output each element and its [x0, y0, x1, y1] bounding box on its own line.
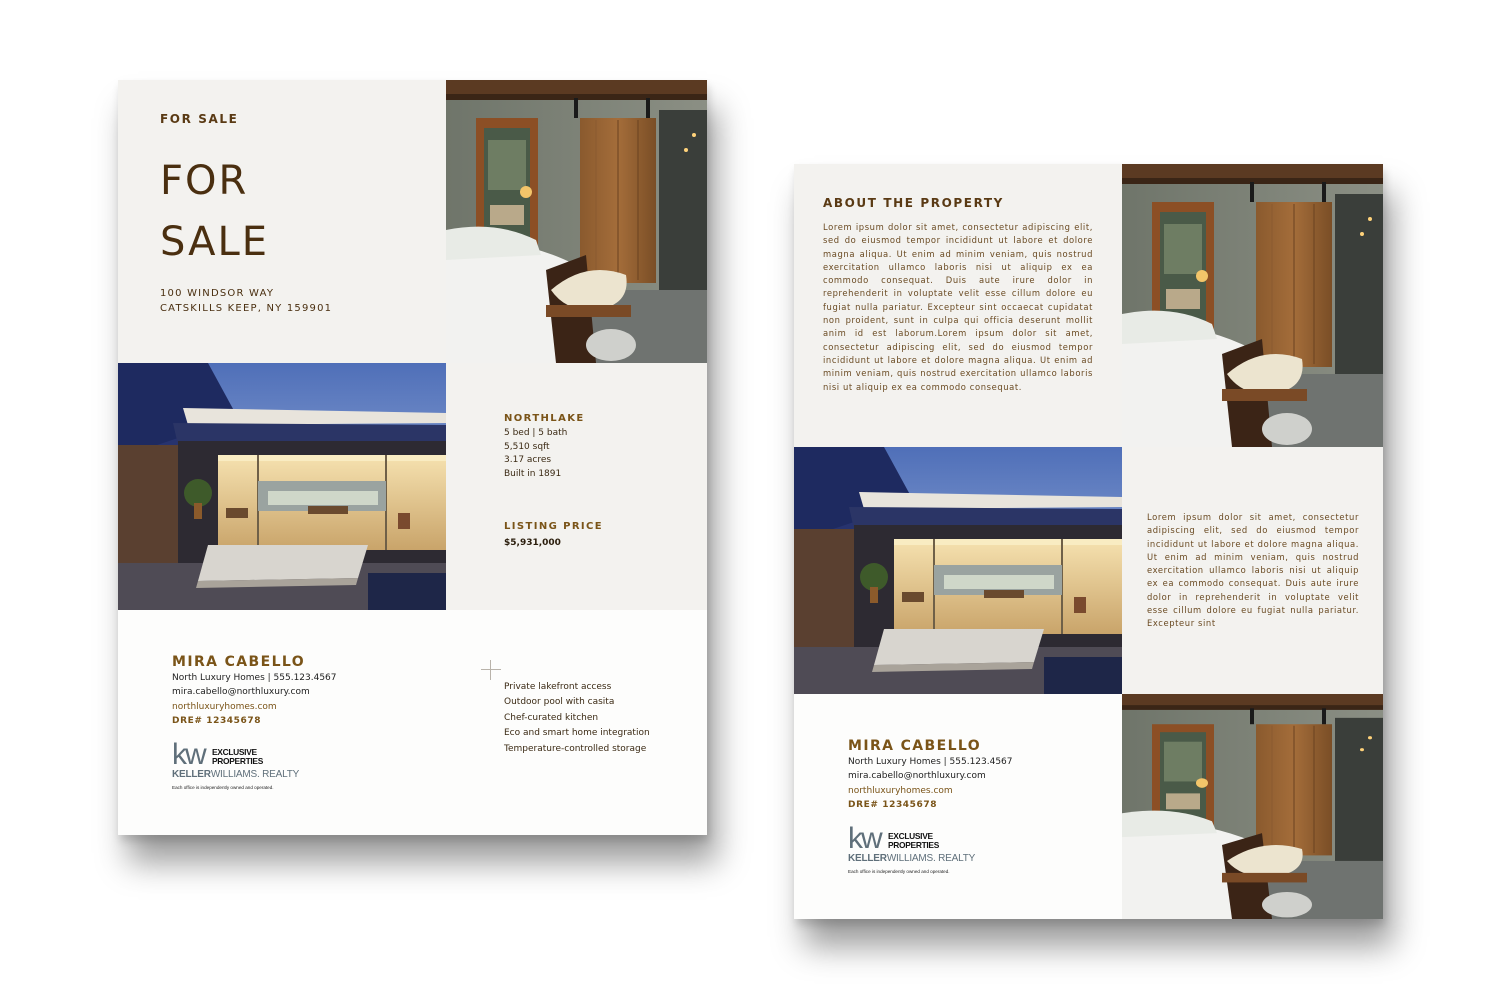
house-exterior-photo — [118, 363, 446, 610]
title-line-1: FOR — [160, 158, 249, 204]
feature-item: Eco and smart home integration — [504, 728, 650, 739]
property-name: NORTHLAKE — [504, 413, 585, 424]
agent-license: DRE# 12345678 — [848, 800, 938, 810]
kw-mark: kw — [848, 822, 881, 855]
title-panel — [118, 80, 446, 363]
agent-email: mira.cabello@northluxury.com — [848, 771, 986, 781]
kw-brand-name: KELLERWILLIAMS. REALTY — [848, 853, 976, 864]
spec-beds-baths: 5 bed | 5 bath — [504, 428, 568, 438]
feature-item: Temperature-controlled storage — [504, 743, 647, 754]
about-body: Lorem ipsum dolor sit amet, consectetur adipiscing elit, sed do eiusmod tempor incididunt ut labore et dolore magna aliqua. Ut enim ad minim veniam, quis nostrud exercitation ullamco laboris nisi ut aliquip ex ea commodo consequat. Duis aute irure dolor in reprehenderit in voluptate velit esse cillum dolore eu fugiat nulla pariatur. Excepteur sint occaecat cupidatat non proident, sunt in culpa qui officia deserunt mollit anim id est laborum.Lorem ipsum dolor sit amet, consectetur adipiscing elit, sed do eiusmod tempor incididunt ut labore et dolore magna aliqua. Ut enim ad minim veniam, quis nostrud exercitation ullamco laboris nisi ut aliquip ex ea commodo consequat. — [823, 222, 1093, 392]
bedroom-photo — [446, 80, 707, 363]
title-line-2: SALE — [160, 219, 270, 265]
agent-name: MIRA CABELLO — [848, 738, 982, 754]
about-panel — [794, 164, 1122, 447]
agent-panel — [118, 610, 446, 835]
address-line-1: 100 WINDSOR WAY — [160, 288, 275, 299]
agent-panel — [794, 694, 1122, 919]
agent-email: mira.cabello@northluxury.com — [172, 687, 310, 697]
kw-fine-print: Each office is independently owned and operated. — [172, 785, 274, 790]
kw-fine-print: Each office is independently owned and operated. — [848, 869, 950, 874]
for-sale-tag: FOR SALE — [160, 112, 239, 126]
agent-company-phone: North Luxury Homes | 555.123.4567 — [172, 673, 337, 683]
property-details-panel — [446, 363, 707, 610]
listing-price: $5,931,000 — [504, 538, 561, 548]
side-text-panel — [1122, 447, 1383, 694]
features-panel — [446, 610, 707, 835]
kw-mark: kw — [172, 738, 205, 771]
bedroom-photo-bottom — [1122, 694, 1383, 919]
feature-item: Private lakefront access — [504, 682, 612, 692]
agent-name: MIRA CABELLO — [172, 654, 306, 670]
spec-acres: 3.17 acres — [504, 455, 552, 465]
about-heading: ABOUT THE PROPERTY — [823, 196, 1004, 210]
feature-item: Outdoor pool with casita — [504, 697, 615, 708]
address-line-2: CATSKILLS KEEP, NY 159901 — [160, 303, 333, 314]
kw-brand-name: KELLERWILLIAMS. REALTY — [172, 769, 300, 780]
listing-price-label: LISTING PRICE — [504, 521, 604, 532]
agent-website[interactable]: northluxuryhomes.com — [172, 702, 277, 712]
kw-exclusive-properties: EXCLUSIVE PROPERTIES — [888, 831, 939, 850]
bedroom-photo-top — [1122, 164, 1383, 447]
spec-built: Built in 1891 — [504, 468, 562, 479]
spec-sqft: 5,510 sqft — [504, 441, 550, 452]
plus-icon — [481, 660, 501, 680]
flyer-back — [794, 164, 1383, 919]
flyer-front — [118, 80, 707, 835]
kw-logo — [848, 822, 978, 878]
kw-logo — [172, 738, 302, 794]
feature-item: Chef-curated kitchen — [504, 712, 599, 723]
agent-license: DRE# 12345678 — [172, 716, 262, 726]
kw-exclusive-properties: EXCLUSIVE PROPERTIES — [212, 747, 263, 766]
agent-website[interactable]: northluxuryhomes.com — [848, 786, 953, 796]
side-body: Lorem ipsum dolor sit amet, consectetur adipiscing elit, sed do eiusmod tempor incididunt ut labore et dolore magna aliqua. Ut enim ad minim veniam, quis nostrud exercitation ullamco laboris nisi ut aliquip ex ea commodo consequat. Duis aute irure dolor in reprehenderit in voluptate velit esse cillum dolore eu fugiat nulla pariatur. Excepteur sint — [1147, 512, 1359, 629]
house-exterior-photo — [794, 447, 1122, 694]
agent-company-phone: North Luxury Homes | 555.123.4567 — [848, 757, 1013, 767]
